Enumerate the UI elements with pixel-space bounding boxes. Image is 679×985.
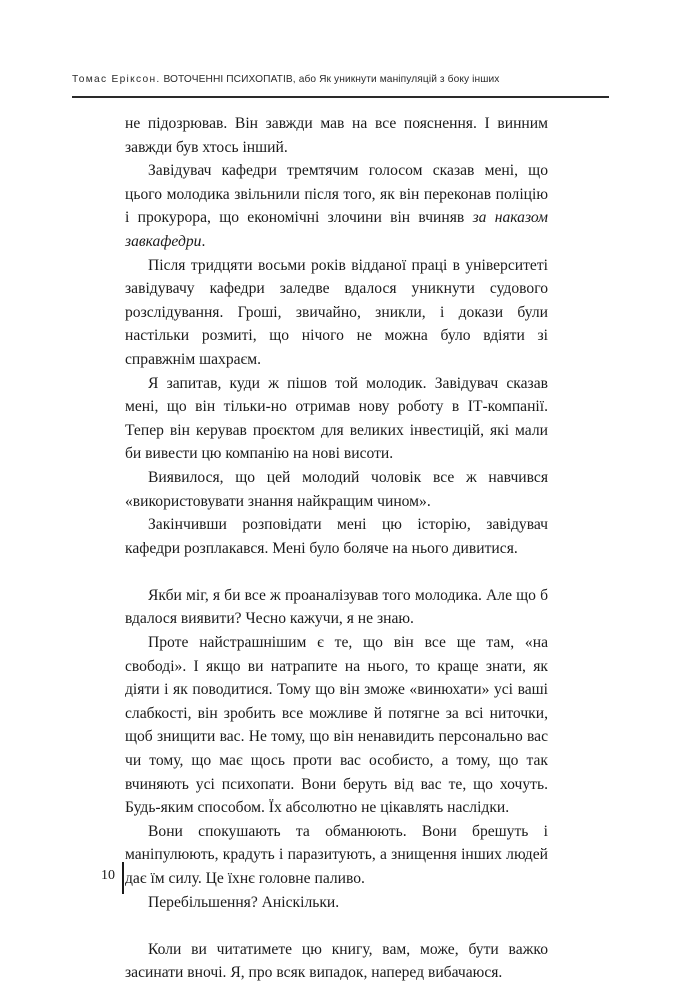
paragraph-9: Вони спокушають та обманюють. Вони брешуть і маніпулюють, крадуть і паразитують, а знищення інших людей дає їм силу. Це їхнє головне паливо. (125, 822, 548, 887)
page-number: 10 (101, 868, 115, 883)
paragraph-4: Я запитав, куди ж пішов той молодик. Завідувач сказав мені, що він тільки-но отримав нову роботу в ІТ-компанії. Тепер він керував проєктом для великих інвестицій, які мали би вивести цю компанію на нові висоти. (125, 374, 548, 463)
emphasis-text: за наказом завкафедри (125, 209, 548, 250)
header-subtitle: або Як уникнути маніпуляцій з боку інших (298, 74, 500, 85)
paragraph-5: Виявилося, що цей молодий чоловік все ж навчився «використовувати знання найкращим чином». (125, 468, 548, 510)
header-title: ВОТОЧЕННІ ПСИХОПАТІВ, (163, 74, 296, 85)
header-author: Томас Еріксон. (72, 74, 161, 85)
paragraph-1: не підозрював. Він завжди мав на все пояснення. І винним завжди був хтось інший. (125, 115, 548, 156)
paragraph-3: Після тридцяти восьми років відданої праці в університеті завідувачу кафедри заледве вдалося уникнути судового розслідування. Гроші, звичайно, зникли, і докази були настільки розмиті, що нічого не можна було вдіяти зі справжнім шахраєм. (125, 256, 548, 368)
paragraph-2: Завідувач кафедри тремтячим голосом сказав мені, що цього молодика звільнили після того, як він переконав поліцію і прокурора, що економічні злочини він вчиняв за наказом завкафедри. (125, 162, 548, 250)
running-header (72, 74, 609, 85)
paragraph-7: Якби міг, я би все ж проаналізував того молодика. Але що б вдалося виявити? Чесно кажучи, я не знаю. (125, 586, 548, 628)
header-rule (72, 96, 609, 98)
folio-rule (122, 862, 124, 894)
paragraph-10: Перебільшення? Аніскільки. (148, 893, 340, 911)
paragraph-6: Закінчивши розповідати мені цю історію, завідувач кафедри розплакався. Мені було боляче на нього дивитися. (125, 516, 548, 557)
paragraph-8: Проте найстрашнішим є те, що він все ще там, «на свободі». І якщо ви натрапите на нього, то краще знати, як діяти і як поводитися. Тому що він зможе «винюхати» усі ваші слабкості, він зробить все можливе й потягне за всі ниточки, щоб знищити вас. Не тому, що він ненавидить персонально вас чи тому, що має щось проти вас особисто, а тому, що так вчиняють усі психопати. Вони беруть від вас те, що хочуть. Будь-яким способом. Їх абсолютно не цікавлять наслідки. (125, 634, 548, 817)
paragraph-11: Коли ви читатимете цю книгу, вам, може, бути важко засинати вночі. Я, про всяк випадок, наперед вибачаюся. (125, 940, 548, 982)
body-text (125, 112, 548, 985)
